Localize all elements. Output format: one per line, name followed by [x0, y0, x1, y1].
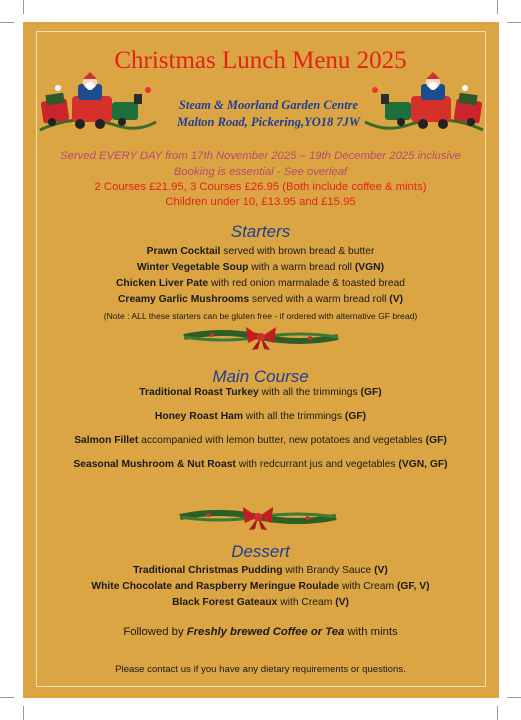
- crop-mark: [507, 697, 521, 698]
- child-prices: Children under 10, £13.95 and £15.95: [165, 196, 356, 208]
- crop-mark: [497, 706, 498, 720]
- crop-mark: [23, 0, 24, 14]
- diet-tag: (V): [335, 597, 349, 608]
- list-item: [0, 579, 521, 595]
- dish-name: Black Forest Gateaux: [172, 597, 278, 608]
- list-item: [0, 292, 521, 308]
- dessert-list: [0, 563, 521, 611]
- main-course-list: [0, 387, 521, 483]
- list-item: [0, 244, 521, 260]
- starters-heading: Starters: [230, 222, 291, 241]
- coffee-prefix: Followed by: [123, 626, 187, 638]
- dessert-heading: Dessert: [231, 542, 290, 561]
- prices: [0, 180, 521, 210]
- dish-desc: with a warm bread roll: [248, 262, 355, 273]
- holly-garland-icon: [182, 323, 340, 351]
- crop-mark: [497, 0, 498, 14]
- list-item: [0, 387, 521, 411]
- venue-name: Steam & Moorland Garden Centre: [178, 98, 359, 112]
- dish-desc: accompanied with lemon butter, new potatoes and vegetables: [138, 435, 426, 446]
- dish-desc: with Cream: [339, 581, 397, 592]
- served-info: [0, 148, 521, 180]
- crop-mark: [23, 706, 24, 720]
- booking-note: Booking is essential - See overleaf: [173, 166, 348, 178]
- dish-desc: with all the trimmings: [258, 387, 361, 398]
- venue-address: [0, 97, 521, 131]
- diet-tag: (VGN): [354, 262, 385, 273]
- main-course-heading: Main Course: [212, 367, 309, 386]
- served-dates: Served EVERY DAY from 17th November 2025 – 19th December 2025 inclusive: [60, 150, 461, 162]
- dish-desc: served with a warm bread roll: [249, 294, 390, 305]
- list-item: [0, 260, 521, 276]
- diet-tag: (GF): [425, 435, 447, 446]
- list-item: [0, 435, 521, 459]
- dietary-contact: Please contact us if you have any dietary requirements or questions.: [115, 664, 406, 675]
- dish-name: White Chocolate and Raspberry Meringue Roulade: [91, 581, 340, 592]
- list-item: [0, 563, 521, 579]
- coffee-emphasis: Freshly brewed Coffee or Tea: [186, 626, 345, 638]
- venue-street: Malton Road, Pickering,YO18 7JW: [177, 115, 360, 129]
- crop-mark: [507, 22, 521, 23]
- diet-tag: (VGN, GF): [398, 459, 448, 470]
- starters-list: [0, 244, 521, 324]
- dish-desc: with red onion marmalade & toasted bread: [208, 278, 406, 289]
- list-item: [0, 411, 521, 435]
- dish-name: Prawn Cocktail: [146, 246, 221, 257]
- dish-name: Honey Roast Ham: [154, 411, 244, 422]
- dish-desc: with redcurrant jus and vegetables: [235, 459, 399, 470]
- holly-garland-icon: [178, 502, 338, 532]
- dish-desc: with Brandy Sauce: [282, 565, 375, 576]
- menu-title: Christmas Lunch Menu 2025: [114, 47, 407, 74]
- dish-name: Chicken Liver Pate: [115, 278, 209, 289]
- diet-tag: (GF): [344, 411, 367, 422]
- dish-name: Seasonal Mushroom & Nut Roast: [73, 459, 236, 470]
- coffee-line: [0, 626, 521, 638]
- crop-mark: [0, 22, 14, 23]
- dish-name: Winter Vegetable Soup: [136, 262, 249, 273]
- dish-name: Salmon Fillet: [74, 435, 139, 446]
- dish-name: Traditional Christmas Pudding: [133, 565, 283, 576]
- dish-desc: served with brown bread & butter: [220, 246, 375, 257]
- dish-name: Creamy Garlic Mushrooms: [118, 294, 250, 305]
- starters-note: (Note : ALL these starters can be gluten free - if ordered with alternative GF bread): [103, 311, 418, 321]
- diet-tag: (GF): [360, 387, 382, 398]
- diet-tag: (V): [389, 294, 403, 305]
- diet-tag: (GF, V): [396, 581, 430, 592]
- dish-desc: with Cream: [277, 597, 336, 608]
- dish-name: Traditional Roast Turkey: [139, 387, 259, 398]
- list-item: [0, 276, 521, 292]
- crop-mark: [0, 697, 14, 698]
- diet-tag: (V): [374, 565, 388, 576]
- list-item: [0, 595, 521, 611]
- list-item: [0, 459, 521, 483]
- adult-prices: 2 Courses £21.95, 3 Courses £26.95 (Both include coffee & mints): [94, 181, 427, 193]
- coffee-suffix: with mints: [344, 626, 398, 638]
- dish-desc: with all the trimmings: [243, 411, 345, 422]
